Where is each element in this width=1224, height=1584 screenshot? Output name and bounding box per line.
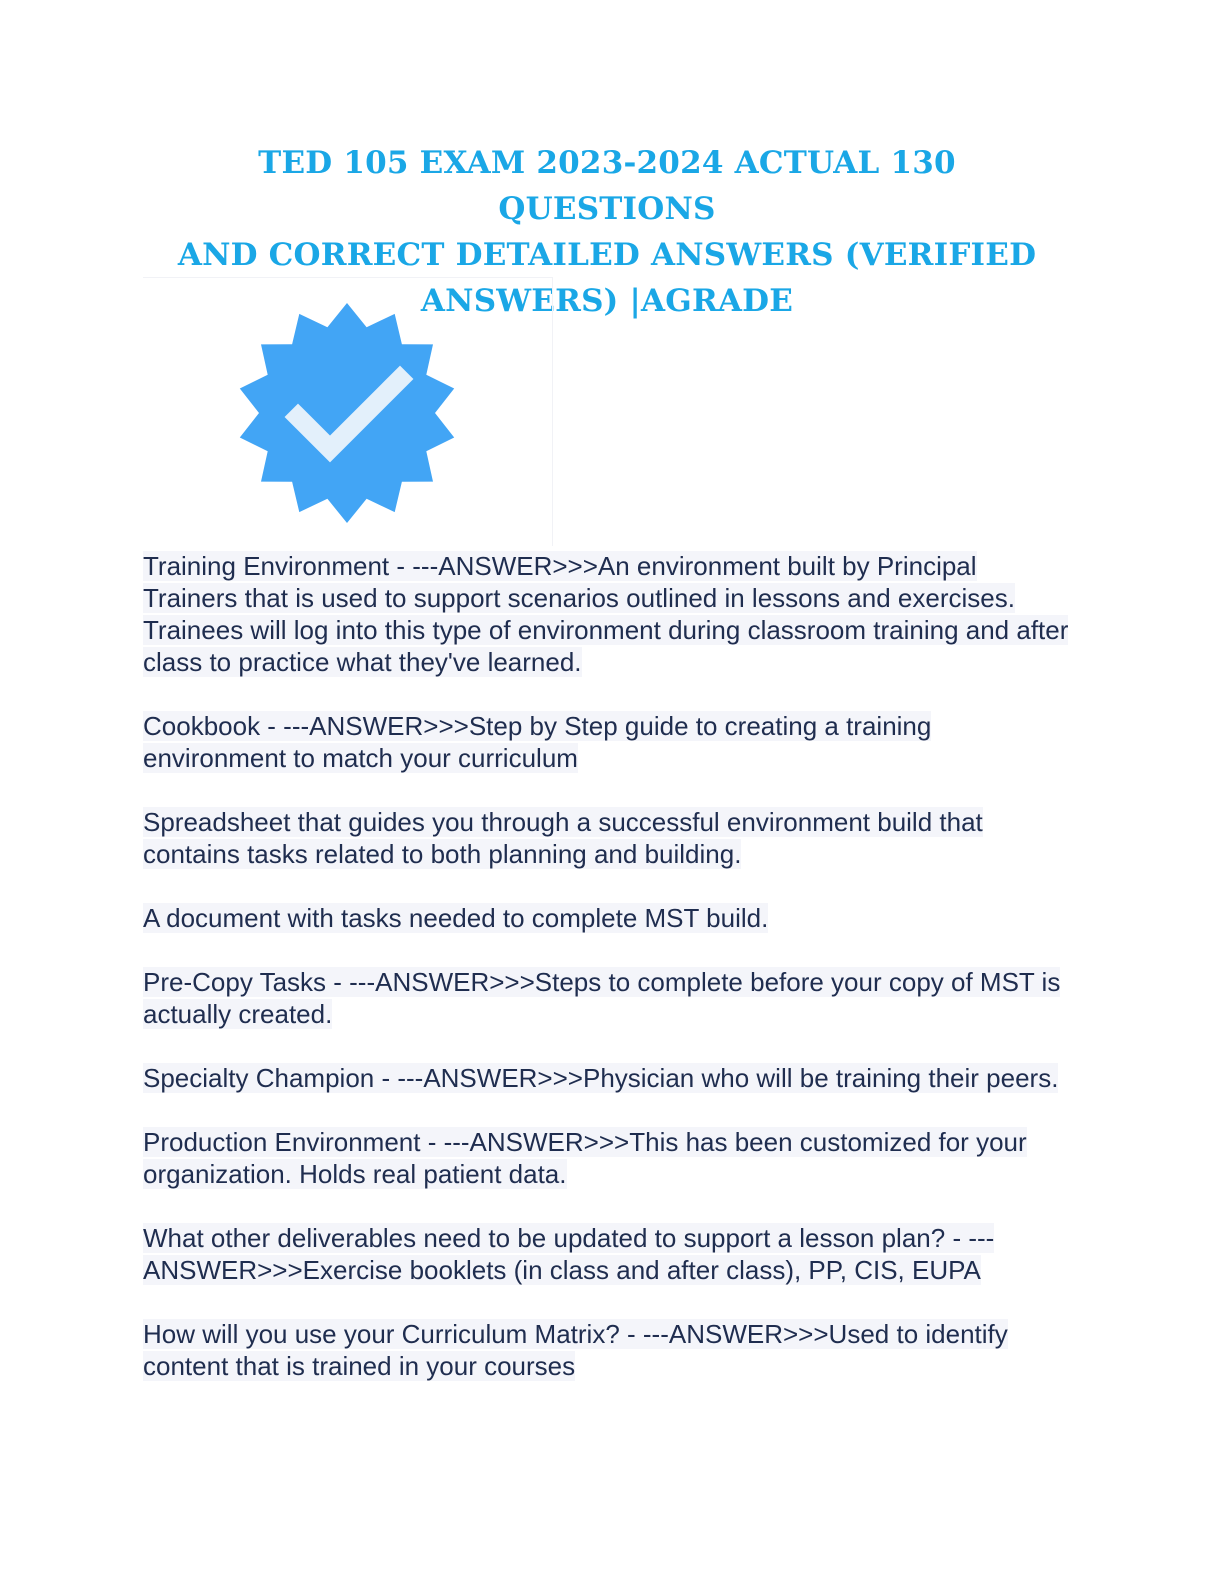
qa-paragraph [143, 1318, 1073, 1382]
qa-text: How will you use your Curriculum Matrix? - ---ANSWER>>>Used to identify content that is trained in your courses [143, 1319, 1008, 1381]
qa-paragraph [143, 550, 1073, 678]
qa-text: A document with tasks needed to complete MST build. [143, 903, 769, 933]
qa-paragraph [143, 902, 1073, 934]
qa-paragraph [143, 1222, 1073, 1286]
verified-check-badge-icon [236, 302, 458, 524]
qa-paragraph [143, 806, 1073, 870]
title-line: AND CORRECT DETAILED ANSWERS (VERIFIED [177, 237, 1037, 273]
qa-paragraph [143, 1126, 1073, 1190]
qa-text: What other deliverables need to be updated to support a lesson plan? - ---ANSWER>>>Exercise booklets (in class and after class), PP, CIS, EUPA [143, 1223, 995, 1285]
qa-text: Production Environment - ---ANSWER>>>This has been customized for your organization. Holds real patient data. [143, 1127, 1027, 1189]
qa-text: Cookbook - ---ANSWER>>>Step by Step guide to creating a training environment to match your curriculum [143, 711, 932, 773]
document-body [143, 550, 1073, 1414]
qa-text: Training Environment - ---ANSWER>>>An environment built by Principal Trainers that is used to support scenarios outlined in lessons and exercises. Trainees will log into this type of environment during classroom training and after class to practice what they've learned. [143, 551, 1069, 677]
qa-paragraph [143, 1062, 1073, 1094]
qa-paragraph [143, 966, 1073, 1030]
qa-text: Specialty Champion - ---ANSWER>>>Physician who will be training their peers. [143, 1063, 1059, 1093]
title-line: TED 105 EXAM 2023-2024 ACTUAL 130 QUESTIONS [258, 145, 956, 227]
qa-text: Spreadsheet that guides you through a successful environment build that contains tasks related to both planning and building. [143, 807, 983, 869]
qa-text: Pre-Copy Tasks - ---ANSWER>>>Steps to complete before your copy of MST is actually created. [143, 967, 1061, 1029]
qa-paragraph [143, 710, 1073, 774]
title-line: ANSWERS) |AGRADE [420, 283, 794, 319]
